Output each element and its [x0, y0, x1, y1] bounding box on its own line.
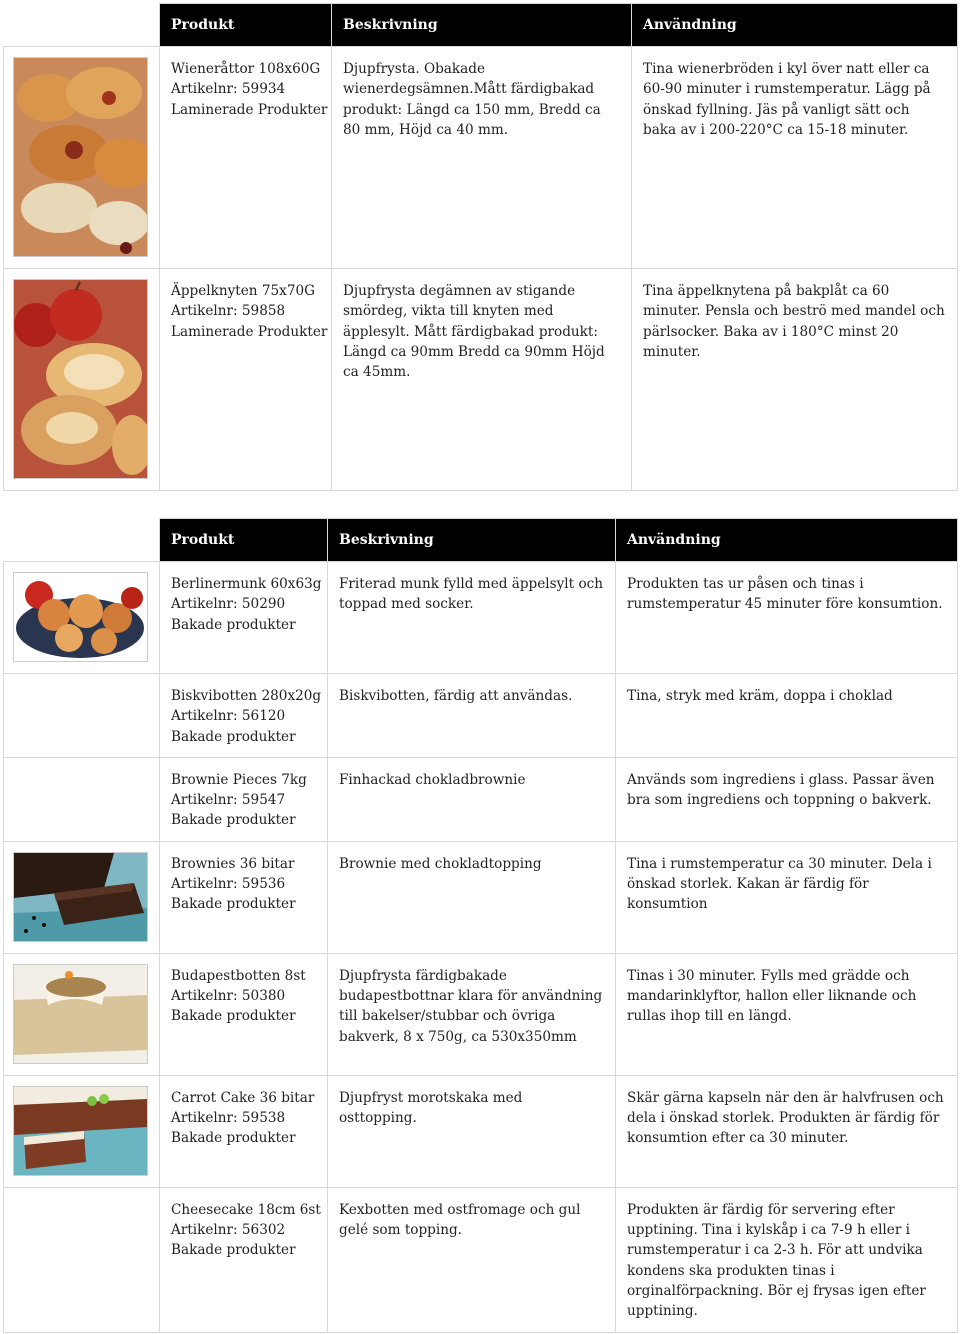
usage-cell: [616, 757, 958, 841]
product-usage: Produkten tas ur påsen och tinas i rumstemperatur 45 minuter före konsumtion.: [627, 576, 943, 613]
product-category: Bakade produkter: [171, 1008, 296, 1025]
product-category: Bakade produkter: [171, 616, 296, 633]
product-info-cell: [160, 562, 328, 674]
carrot-cake-photo: [13, 1086, 148, 1176]
table-row: [4, 674, 958, 758]
header-product: Produkt: [160, 519, 328, 562]
product-name: Brownie Pieces 7kg: [171, 771, 307, 788]
product-image-cell: [4, 562, 160, 674]
product-name: Carrot Cake 36 bitar: [171, 1089, 315, 1106]
product-image-cell: [4, 757, 160, 841]
product-description: Djupfrysta. Obakade wienerdegsämnen.Mått färdigbakad produkt: Längd ca 150 mm, Bredd ca 80 mm, Höjd ca 40 mm.: [343, 61, 601, 138]
product-name: Cheesecake 18cm 6st: [171, 1201, 321, 1218]
product-category: Bakade produkter: [171, 1242, 296, 1259]
article-number: Artikelnr: 59858: [171, 303, 286, 320]
product-image-cell: [4, 674, 160, 758]
product-info-cell: [160, 674, 328, 758]
product-usage: Tina, stryk med kräm, doppa i choklad: [627, 688, 893, 704]
product-name: Budapestbotten 8st: [171, 967, 306, 984]
product-usage: Produkten är färdig för servering efter upptining. Tina i kylskåp i ca 7-9 h eller i rumstemperatur i ca 2-3 h. För att undvika kondens ska produkten tinas i orginalförpackning. Bör ej frysas igen efter upptining.: [627, 1201, 926, 1320]
product-name: Berlinermunk 60x63g: [171, 576, 322, 592]
product-category: Laminerade Produkter: [171, 323, 328, 340]
article-number: Artikelnr: 56302: [171, 1222, 286, 1239]
product-image-cell: [4, 953, 160, 1075]
product-image-cell: [4, 841, 160, 953]
table-row: [4, 47, 958, 269]
table-row: [4, 1187, 958, 1332]
wienerrattor-photo: [13, 57, 148, 257]
budapestbotten-photo: [13, 964, 148, 1064]
article-number: Artikelnr: 50380: [171, 988, 286, 1005]
header-image-column: [4, 4, 160, 47]
product-usage: Tinas i 30 minuter. Fylls med grädde och mandarinklyftor, hallon eller liknande och rullas ihop till en längd.: [627, 967, 917, 1025]
product-category: Laminerade Produkter: [171, 101, 328, 118]
product-usage: Tina i rumstemperatur ca 30 minuter. Dela i önskad storlek. Kakan är färdig för konsumtion: [627, 855, 932, 913]
product-name: Wieneråttor 108x60G: [171, 61, 321, 77]
product-image-cell: [4, 1187, 160, 1332]
product-description: Brownie med chokladtopping: [339, 855, 542, 872]
product-description: Biskvibotten, färdig att användas.: [339, 688, 573, 704]
description-cell: [328, 562, 616, 674]
product-description: Djupfryst morotskaka med osttopping.: [339, 1089, 523, 1127]
product-description: Djupfrysta färdigbakade budapestbottnar klara för användning till bakelser/stubbar och övriga bakverk, 8 x 750g, ca 530x350mm: [339, 967, 603, 1045]
usage-cell: [616, 1187, 958, 1332]
product-info-cell: [160, 269, 332, 491]
description-cell: [328, 757, 616, 841]
table-row: [4, 269, 958, 491]
description-cell: [328, 1187, 616, 1332]
description-cell: [332, 47, 632, 269]
product-info-cell: [160, 953, 328, 1075]
product-description: Finhackad chokladbrownie: [339, 771, 526, 788]
product-info-cell: [160, 1187, 328, 1332]
product-description: Friterad munk fylld med äppelsylt och toppad med socker.: [339, 576, 603, 613]
description-cell: [328, 1075, 616, 1187]
product-usage: Tina wienerbröden i kyl över natt eller ca 60-90 minuter i rumstemperatur. Lägg på önskad fyllning. Jäs på vanligt sätt och baka av i 200-220°C ca 15-18 minuter.: [643, 61, 931, 138]
description-cell: [328, 841, 616, 953]
product-usage: Tina äppelknytena på bakplåt ca 60 minuter. Pensla och beströ med mandel och pärlsocker. Baka av i 180°C minst 20 minuter.: [643, 283, 945, 360]
header-usage: Användning: [616, 519, 958, 562]
product-image-cell: [4, 269, 160, 491]
table-header-row: [4, 519, 958, 562]
table-row: [4, 757, 958, 841]
article-number: Artikelnr: 59934: [171, 81, 286, 98]
header-description: Beskrivning: [328, 519, 616, 562]
article-number: Artikelnr: 50290: [171, 596, 286, 613]
header-product: Produkt: [160, 4, 332, 47]
table-header-row: [4, 4, 958, 47]
product-image-cell: [4, 47, 160, 269]
product-description: Kexbotten med ostfromage och gul gelé som topping.: [339, 1201, 581, 1239]
berlinermunk-photo: [13, 572, 148, 662]
article-number: Artikelnr: 56120: [171, 708, 286, 725]
product-image-cell: [4, 1075, 160, 1187]
product-name: Äppelknyten 75x70G: [171, 283, 315, 299]
header-description: Beskrivning: [332, 4, 632, 47]
product-info-cell: [160, 47, 332, 269]
table-row: [4, 562, 958, 674]
article-number: Artikelnr: 59536: [171, 876, 286, 893]
product-table-laminated: [3, 3, 958, 491]
product-category: Bakade produkter: [171, 1130, 296, 1147]
description-cell: [332, 269, 632, 491]
description-cell: [328, 674, 616, 758]
table-row: [4, 953, 958, 1075]
usage-cell: [632, 269, 958, 491]
article-number: Artikelnr: 59547: [171, 792, 286, 809]
product-category: Bakade produkter: [171, 812, 296, 829]
product-table-baked: [3, 518, 958, 1333]
usage-cell: [616, 841, 958, 953]
header-image-column: [4, 519, 160, 562]
product-usage: Används som ingrediens i glass. Passar även bra som ingrediens och toppning o bakverk.: [627, 771, 935, 809]
usage-cell: [616, 562, 958, 674]
header-usage: Användning: [632, 4, 958, 47]
product-name: Brownies 36 bitar: [171, 855, 295, 872]
product-description: Djupfrysta degämnen av stigande smördeg, vikta till knyten med äpplesylt. Mått färdigbakad produkt: Längd ca 90mm Bredd ca 90mm Höjd ca 45mm.: [343, 283, 605, 381]
appelknyten-photo: [13, 279, 148, 479]
product-category: Bakade produkter: [171, 728, 296, 745]
description-cell: [328, 953, 616, 1075]
usage-cell: [616, 953, 958, 1075]
table-row: [4, 841, 958, 953]
article-number: Artikelnr: 59538: [171, 1110, 286, 1127]
table-row: [4, 1075, 958, 1187]
product-usage: Skär gärna kapseln när den är halvfrusen och dela i önskad storlek. Produkten är färdig för konsumtion efter ca 30 minuter.: [627, 1089, 944, 1147]
product-info-cell: [160, 841, 328, 953]
usage-cell: [616, 674, 958, 758]
product-name: Biskvibotten 280x20g: [171, 688, 322, 704]
usage-cell: [616, 1075, 958, 1187]
usage-cell: [632, 47, 958, 269]
brownies-photo: [13, 852, 148, 942]
product-info-cell: [160, 757, 328, 841]
product-info-cell: [160, 1075, 328, 1187]
product-category: Bakade produkter: [171, 896, 296, 913]
